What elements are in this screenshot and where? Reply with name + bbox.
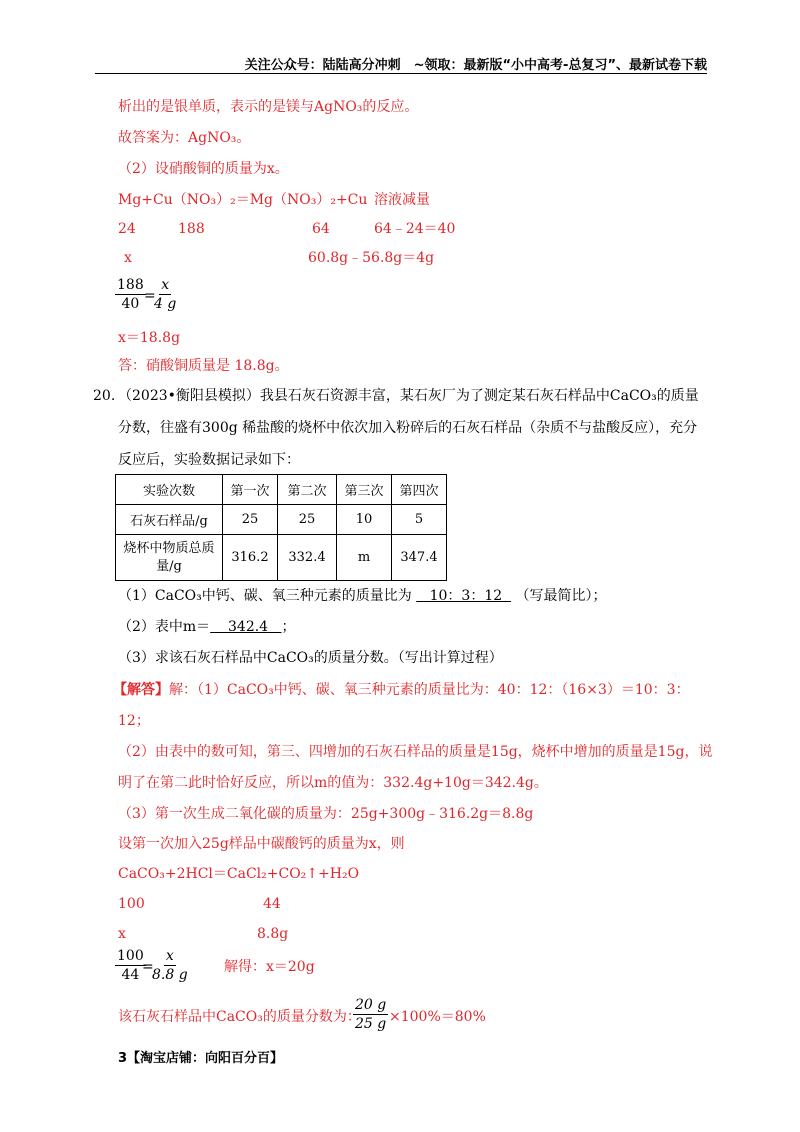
table-cell-line: 量/g	[156, 558, 182, 574]
text-line: 反应后，实验数据记录如下：	[118, 452, 300, 468]
text-line: 答：硝酸铜质量是 18.8g。	[118, 358, 289, 374]
table-cell: m	[337, 535, 392, 581]
table-cell: 25	[278, 505, 337, 535]
table-cell-line: 烧杯中物质总质	[123, 540, 215, 556]
header-rule	[95, 73, 707, 74]
question-number: 20.	[93, 388, 116, 404]
equation-value: 100	[118, 896, 145, 912]
equation-value: 8.8g	[257, 926, 289, 942]
solution-tag: 【解答】	[113, 682, 169, 698]
equation-value: 60.8g﹣56.8g＝4g	[308, 250, 435, 266]
text-line: （2023•衡阳县模拟）我县石灰石资源丰富，某石灰厂为了测定某石灰石样品中CaCO₃的质量	[118, 388, 699, 404]
answer-blank: 342.4	[228, 619, 269, 635]
equation-value: x	[124, 250, 132, 266]
fraction: $\frac{x}{8.8 g}$	[152, 948, 188, 983]
sub-question: （3）求该石灰石样品中CaCO₃的质量分数。（写出计算过程）	[118, 650, 503, 666]
equation-value: 24	[118, 221, 136, 237]
table-cell: 石灰石样品/g	[116, 505, 223, 535]
sub-question: （2）表中m＝ 342.4 ；	[118, 619, 296, 635]
table-row	[116, 505, 447, 535]
equals-sign: =	[144, 288, 156, 304]
fraction: $\frac{20 g}{25 g}$	[355, 997, 387, 1032]
table-header-row	[116, 475, 447, 505]
equation-value: 188	[178, 221, 205, 237]
equation-value: x	[118, 926, 126, 942]
solution-line: 设第一次加入25g样品中碳酸钙的质量为x，则	[118, 836, 405, 852]
fraction: $\frac{x}{4 g}$	[154, 277, 177, 312]
text-line: 故答案为：AgNO₃。	[118, 130, 251, 146]
fraction: $\frac{188}{40}$	[117, 277, 144, 312]
equation: CaCO₃+2HCl＝CaCl₂+CO₂↑+H₂O	[118, 866, 360, 882]
table-cell	[116, 535, 223, 581]
solution-line: （2）由表中的数可知，第三、四增加的石灰石样品的质量是15g，烧杯中增加的质量是15g，说	[118, 744, 713, 760]
table-cell: 10	[337, 505, 392, 535]
solution-line: ×100%＝80%	[389, 1009, 486, 1025]
equation-label: 溶液减量	[374, 192, 430, 208]
equation-value: 44	[263, 896, 281, 912]
solution-line: 明了在第二此时恰好反应，所以m的值为：332.4g+10g＝342.4g。	[118, 775, 548, 791]
table-header-cell: 第四次	[392, 475, 447, 505]
sub-question: （1）CaCO₃中钙、碳、氧三种元素的质量比为 10：3：12 （写最简比）；	[118, 588, 607, 604]
table-header-cell: 第一次	[223, 475, 278, 505]
solution-line: （3）第一次生成二氧化碳的质量为：25g+300g﹣316.2g＝8.8g	[118, 806, 534, 822]
table-cell: 25	[223, 505, 278, 535]
table-header-cell: 实验次数	[116, 475, 223, 505]
solution-line: 【解答】解：（1）CaCO₃中钙、碳、氧三种元素的质量比为：40：12：（16×3）＝10：3：	[113, 682, 690, 698]
equation-value: 64	[312, 221, 330, 237]
table-cell: 316.2	[223, 535, 278, 581]
solution-line: 该石灰石样品中CaCO₃的质量分数为：	[118, 1009, 361, 1025]
fraction: $\frac{100}{44}$	[117, 948, 144, 983]
page-footer: 3【淘宝店铺：向阳百分百】	[118, 1051, 284, 1066]
text-line: （2）设硝酸铜的质量为x。	[118, 161, 289, 177]
table-cell: 347.4	[392, 535, 447, 581]
table-header-cell: 第二次	[278, 475, 337, 505]
equation-value: 64﹣24＝40	[374, 221, 456, 237]
answer-blank: 10：3：12	[429, 588, 503, 604]
table-row	[116, 535, 447, 581]
table-cell: 5	[392, 505, 447, 535]
table-cell: 332.4	[278, 535, 337, 581]
text-line: x＝18.8g	[118, 330, 181, 346]
solution-line: 12；	[118, 713, 150, 729]
data-table	[115, 474, 447, 581]
solution-line: 解得：x＝20g	[224, 959, 315, 975]
text-line: 析出的是银单质，表示的是镁与AgNO₃的反应。	[118, 99, 419, 115]
text-line: 分数，往盛有300g 稀盐酸的烧杯中依次加入粉碎后的石灰石样品（杂质不与盐酸反应），充分	[118, 420, 698, 436]
page-header: 关注公众号：陆陆高分冲刺 ~领取：最新版“小中高考-总复习”、最新试卷下载	[244, 58, 707, 73]
equation: Mg+Cu（NO₃）₂＝Mg（NO₃）₂+Cu	[118, 192, 368, 208]
equals-sign: =	[142, 959, 154, 975]
table-header-cell: 第三次	[337, 475, 392, 505]
